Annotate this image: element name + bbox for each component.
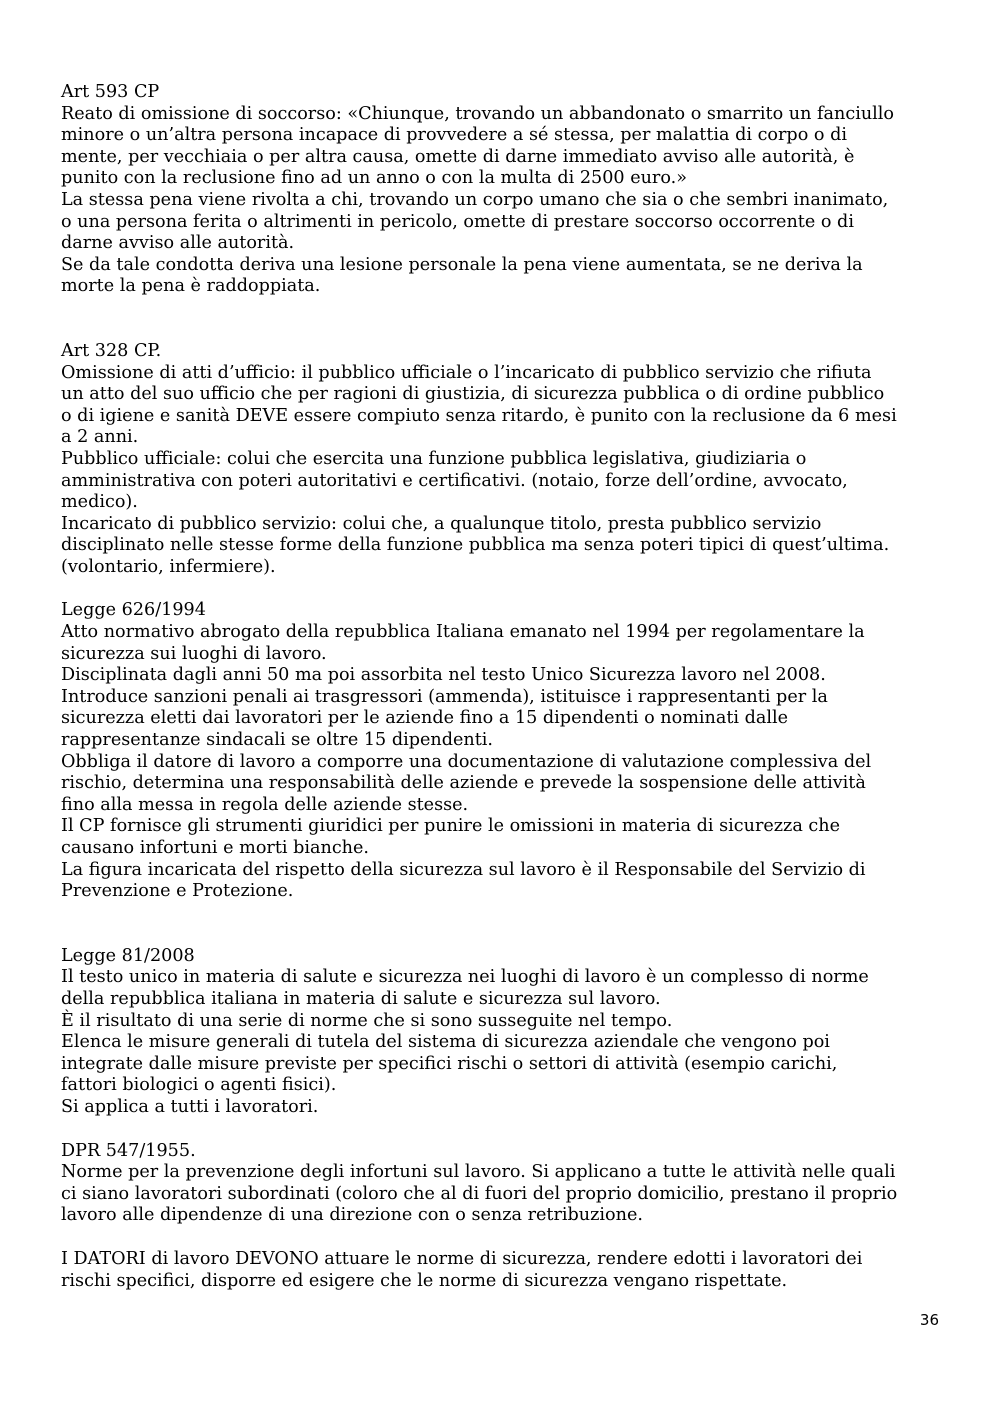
- text-line: rappresentanze sindacali se oltre 15 dipendenti.: [61, 730, 494, 751]
- text-line: causano infortuni e morti bianche.: [61, 838, 370, 858]
- page-number: 36: [919, 1311, 939, 1329]
- text-line: Reato di omissione di soccorso: «Chiunque, trovando un abbandonato o smarrito un fanciullo: [61, 103, 895, 124]
- text-line: medico).: [61, 492, 138, 513]
- section-legge-81: [61, 946, 951, 1119]
- text-line: darne avviso alle autorità.: [61, 233, 295, 254]
- spacer: [61, 903, 951, 946]
- text-line: È il risultato di una serie di norme che si sono susseguite nel tempo.: [61, 1010, 673, 1031]
- text-line: rischi specifici, disporre ed esigere che le norme di sicurezza vengano rispettate.: [61, 1270, 788, 1291]
- text-line: mente, per vecchiaia o per altra causa, omette di darne immediato avviso alle autorità, è: [61, 146, 855, 167]
- text-line: Se da tale condotta deriva una lesione personale la pena viene aumentata, se ne deriva la: [61, 254, 863, 275]
- text-line: morte la pena è raddoppiata.: [61, 276, 321, 297]
- text-line: fino alla messa in regola delle aziende stesse.: [61, 794, 469, 815]
- text-line: I DATORI di lavoro DEVONO attuare le norme di sicurezza, rendere edotti i lavoratori dei: [61, 1248, 863, 1269]
- text-line: Introduce sanzioni penali ai trasgressori (ammenda), istituisce i rappresentanti per la: [61, 686, 828, 707]
- section-heading: Art 593 CP: [61, 82, 160, 102]
- text-line: Pubblico ufficiale: colui che esercita una funzione pubblica legislativa, giudiziaria o: [61, 448, 807, 469]
- section-heading: Legge 81/2008: [61, 945, 195, 966]
- section-dpr-547: [61, 1141, 951, 1227]
- text-line: La figura incaricata del rispetto della sicurezza sul lavoro è il Responsabile del Servizio di: [61, 859, 866, 880]
- section-datori: [61, 1249, 951, 1292]
- text-line: un atto del suo ufficio che per ragioni di giustizia, di sicurezza pubblica o di ordine pubblico: [61, 384, 885, 405]
- text-line: minore o un’altra persona incapace di provvedere a sé stessa, per malattia di corpo o di: [61, 125, 847, 146]
- text-line: sicurezza sui luoghi di lavoro.: [61, 643, 327, 664]
- text-line: Incaricato di pubblico servizio: colui che, a qualunque titolo, presta pubblico servizio: [61, 513, 822, 534]
- text-line: lavoro alle dipendenze di una direzione con o senza retribuzione.: [61, 1205, 643, 1226]
- text-line: o una persona ferita o altrimenti in pericolo, omette di prestare soccorso occorrente o di: [61, 211, 854, 232]
- spacer: [61, 1227, 951, 1249]
- text-line: a 2 anni.: [61, 427, 139, 448]
- text-line: amministrativa con poteri autoritativi e certificativi. (notaio, forze dell’ordine, avvocato,: [61, 470, 848, 491]
- text-line: disciplinato nelle stesse forme della funzione pubblica ma senza poteri tipici di quest’ultima.: [61, 535, 890, 556]
- text-line: sicurezza eletti dai lavoratori per le aziende fino a 15 dipendenti o nominati dalle: [61, 708, 789, 729]
- spacer: [61, 578, 951, 600]
- section-heading: Legge 626/1994: [61, 600, 206, 621]
- text-line: punito con la reclusione fino ad un anno o con la multa di 2500 euro.»: [61, 168, 687, 189]
- text-line: Elenca le misure generali di tutela del sistema di sicurezza aziendale che vengono poi: [61, 1032, 830, 1053]
- text-line: (volontario, infermiere).: [61, 556, 276, 577]
- text-line: Obbliga il datore di lavoro a comporre una documentazione di valutazione complessiva del: [61, 751, 872, 772]
- document-page: [61, 82, 951, 1292]
- section-legge-626: [61, 600, 951, 902]
- text-line: Omissione di atti d’ufficio: il pubblico ufficiale o l’incaricato di pubblico servizio che rifiuta: [61, 362, 872, 383]
- spacer: [61, 298, 951, 341]
- spacer: [61, 1119, 951, 1141]
- text-line: rischio, determina una responsabilità delle aziende e prevede la sospensione delle attività: [61, 773, 866, 794]
- text-line: Disciplinata dagli anni 50 ma poi assorbita nel testo Unico Sicurezza lavoro nel 2008.: [61, 665, 826, 686]
- text-line: integrate dalle misure previste per specifici rischi o settori di attività (esempio carichi,: [61, 1053, 838, 1074]
- text-line: fattori biologici o agenti fisici).: [61, 1075, 337, 1096]
- text-line: ci siano lavoratori subordinati (coloro che al di fuori del proprio domicilio, prestano il proprio: [61, 1183, 898, 1204]
- text-line: Norme per la prevenzione degli infortuni sul lavoro. Si applicano a tutte le attività nelle quali: [61, 1162, 896, 1183]
- text-line: della repubblica italiana in materia di salute e sicurezza sul lavoro.: [61, 988, 661, 1009]
- text-line: o di igiene e sanità DEVE essere compiuto senza ritardo, è punito con la reclusione da 6 mesi: [61, 405, 897, 426]
- section-heading: Art 328 CP.: [61, 340, 162, 361]
- text-line: Il CP fornisce gli strumenti giuridici per punire le omissioni in materia di sicurezza che: [61, 816, 840, 837]
- text-line: Atto normativo abrogato della repubblica Italiana emanato nel 1994 per regolamentare la: [61, 622, 865, 643]
- section-art-328: [61, 341, 951, 579]
- section-art-593: [61, 82, 951, 298]
- section-heading: DPR 547/1955.: [61, 1140, 196, 1161]
- text-line: La stessa pena viene rivolta a chi, trovando un corpo umano che sia o che sembri inanimato,: [61, 189, 889, 210]
- text-line: Il testo unico in materia di salute e sicurezza nei luoghi di lavoro è un complesso di norme: [61, 967, 869, 988]
- text-line: Si applica a tutti i lavoratori.: [61, 1096, 319, 1117]
- text-line: Prevenzione e Protezione.: [61, 881, 294, 902]
